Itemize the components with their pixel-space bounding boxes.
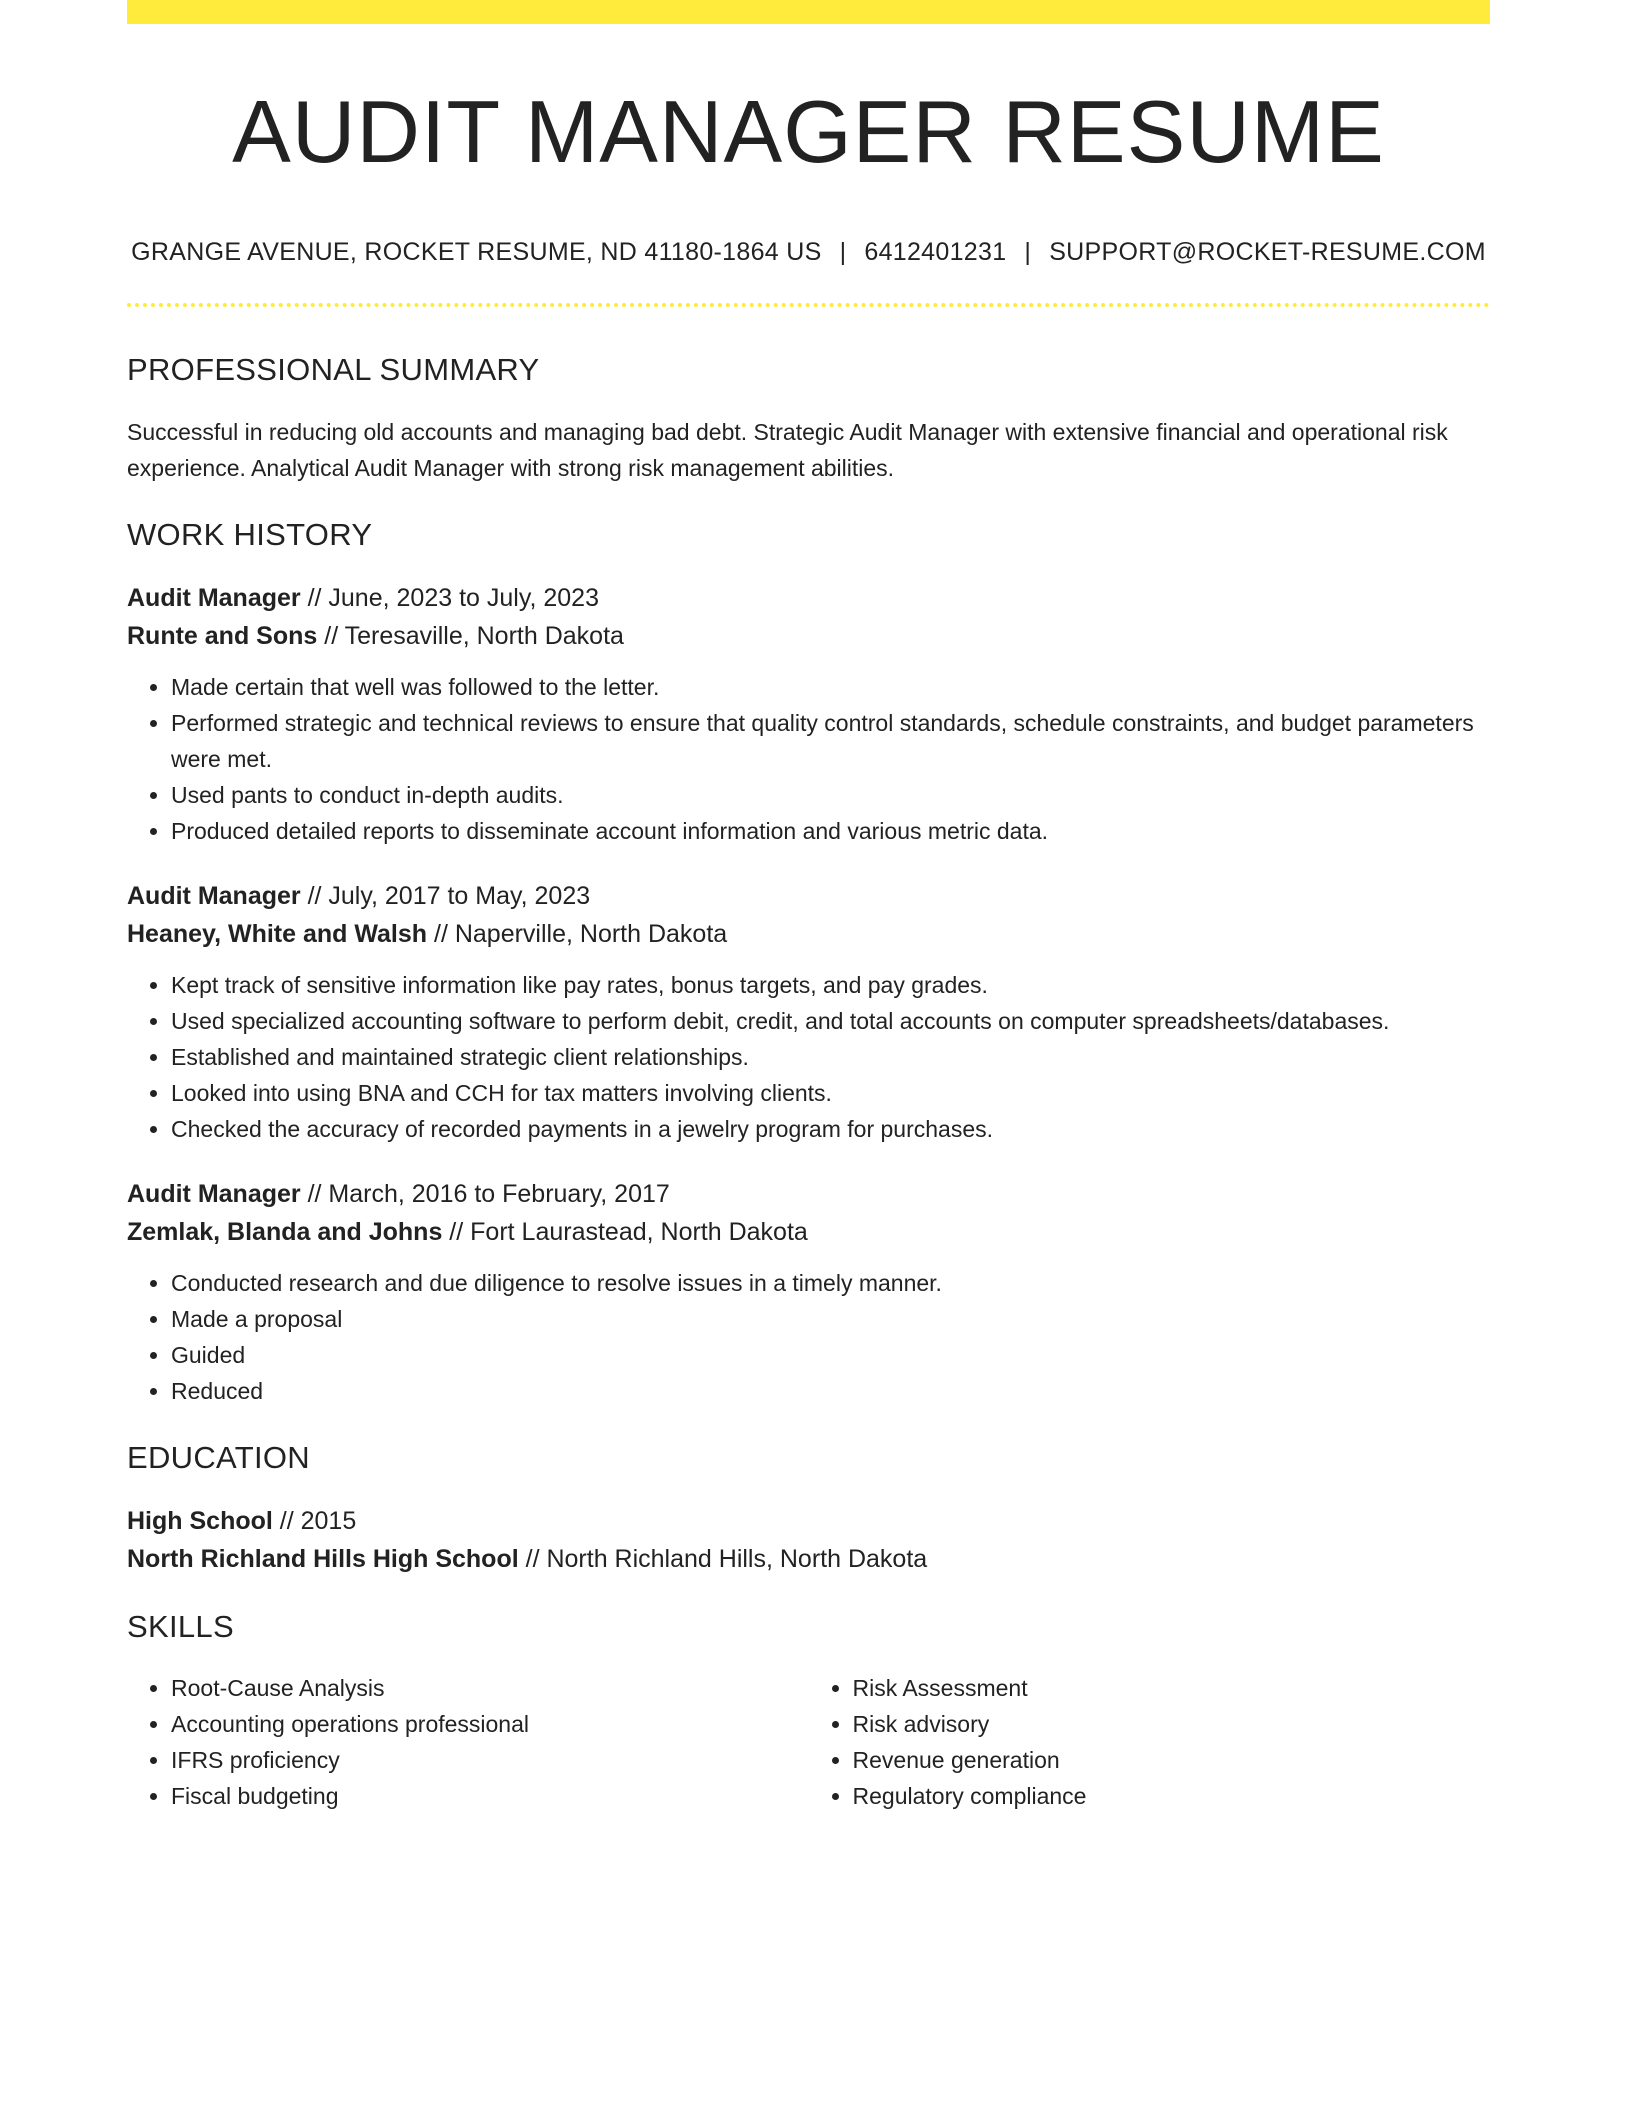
dotted-divider [127,303,1490,307]
job-entry [127,877,1490,1147]
list-item: • Made certain that well was followed to the letter. [171,669,1490,705]
education-heading: EDUCATION [127,1440,310,1476]
job-company: Heaney, White and Walsh [127,920,428,949]
education-school-line [127,1540,1490,1578]
list-item: • Established and maintained strategic client relationships. [171,1039,1490,1075]
job-entry [127,1175,1490,1409]
list-item: • Used specialized accounting software to perform debit, credit, and total accounts on computer spreadsheets/databases. [171,1003,1490,1039]
job-role: Audit Manager [127,584,301,613]
list-item: • Used pants to conduct in-depth audits. [171,777,1490,813]
job-dates: // July, 2017 to May, 2023 [300,882,591,911]
work-history-heading: WORK HISTORY [127,516,373,552]
accent-top-bar [127,0,1490,24]
education-location: // North Richland Hills, North Dakota [518,1545,928,1574]
skill-item: • Root-Cause Analysis [171,1670,809,1706]
skills-heading: SKILLS [127,1609,234,1645]
job-role: Audit Manager [127,1180,301,1209]
job-location: // Naperville, North Dakota [427,920,728,949]
skill-item: • Regulatory compliance [853,1778,1491,1814]
list-item: • Produced detailed reports to disseminate account information and various metric data. [171,813,1490,849]
job-role-line [127,1175,1490,1213]
job-bullets [127,1265,1490,1409]
education-year: // 2015 [272,1507,357,1536]
job-company-line [127,915,1490,953]
job-role-line [127,877,1490,915]
summary-heading: PROFESSIONAL SUMMARY [127,351,540,387]
job-company: Runte and Sons [127,622,318,651]
skill-item: • Accounting operations professional [171,1706,809,1742]
summary-text: Successful in reducing old accounts and managing bad debt. Strategic Audit Manager with extensive financial and operational risk experience. Analytical Audit Manager with strong risk management abilities. [127,418,1448,481]
list-item: • Made a proposal [171,1301,1490,1337]
list-item: • Conducted research and due diligence to resolve issues in a timely manner. [171,1265,1490,1301]
skill-item: • IFRS proficiency [171,1742,809,1778]
job-role: Audit Manager [127,882,301,911]
job-role-line [127,579,1490,617]
contact-email: SUPPORT@ROCKET-RESUME.COM [1049,237,1486,266]
job-entry [127,579,1490,849]
list-item: • Performed strategic and technical reviews to ensure that quality control standards, schedule constraints, and budget parameters were met. [171,705,1490,777]
job-company-line [127,1213,1490,1251]
skills-grid [127,1670,1490,1814]
job-location: // Teresaville, North Dakota [317,622,624,651]
job-dates: // March, 2016 to February, 2017 [300,1180,670,1209]
skills-left-column [127,1670,809,1814]
job-location: // Fort Laurastead, North Dakota [442,1218,808,1247]
contact-separator: | [1024,237,1032,266]
education-degree: High School [127,1507,273,1536]
resume-page [127,0,1490,1814]
job-company: Zemlak, Blanda and Johns [127,1218,443,1247]
job-bullets [127,967,1490,1147]
education-school: North Richland Hills High School [127,1545,519,1574]
list-item: • Checked the accuracy of recorded payments in a jewelry program for purchases. [171,1111,1490,1147]
contact-phone: 6412401231 [864,237,1007,266]
skills-right-column [809,1670,1491,1814]
skill-item: • Risk advisory [853,1706,1491,1742]
job-bullets [127,669,1490,849]
contact-separator: | [839,237,847,266]
job-dates: // June, 2023 to July, 2023 [300,584,599,613]
education-degree-line [127,1502,1490,1540]
list-item: • Kept track of sensitive information like pay rates, bonus targets, and pay grades. [171,967,1490,1003]
page-title: AUDIT MANAGER RESUME [232,82,1385,181]
contact-address: GRANGE AVENUE, ROCKET RESUME, ND 41180-1864 US [131,237,822,266]
contact-line [127,237,1490,267]
list-item: • Reduced [171,1373,1490,1409]
skill-item: • Fiscal budgeting [171,1778,809,1814]
skill-item: • Revenue generation [853,1742,1491,1778]
job-company-line [127,617,1490,655]
list-item: • Guided [171,1337,1490,1373]
skill-item: • Risk Assessment [853,1670,1491,1706]
list-item: • Looked into using BNA and CCH for tax matters involving clients. [171,1075,1490,1111]
education-entry [127,1502,1490,1578]
